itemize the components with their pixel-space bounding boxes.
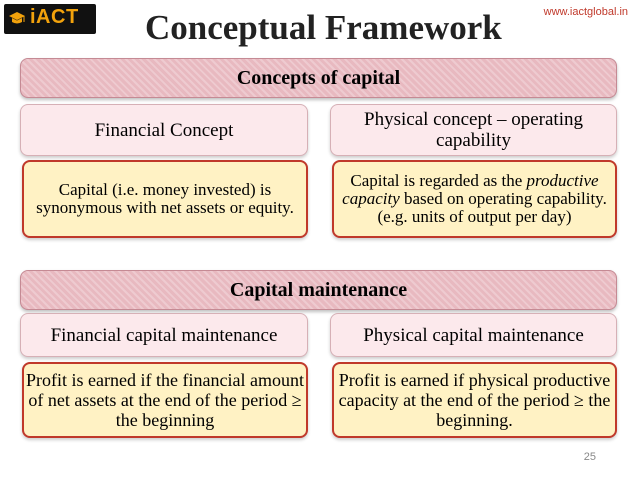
physical-capital-maintenance-title: Physical capital maintenance <box>363 324 584 346</box>
financial-maintenance-description <box>22 362 308 438</box>
physical-concept-title: Physical concept – operating capability <box>364 109 583 151</box>
page-title: Conceptual Framework <box>145 8 502 47</box>
website-url[interactable]: www.iactglobal.in <box>543 6 628 18</box>
physical-capital-maintenance-box <box>330 313 617 357</box>
financial-concept-text: Capital (i.e. money invested) is synonymous with net assets or equity. <box>36 180 294 217</box>
physical-maintenance-text: Profit is earned if physical productive capacity at the end of the period ≥ the beginning. <box>338 370 611 430</box>
productive-capacity-emphasis: productive capacity <box>342 171 599 208</box>
physical-concept-text-pre: Capital is regarded as the <box>350 171 523 190</box>
page-number: 25 <box>583 451 596 463</box>
physical-maintenance-description <box>332 362 617 438</box>
financial-concept-title: Financial Concept <box>94 119 234 141</box>
physical-concept-text <box>334 172 615 226</box>
financial-capital-maintenance-title: Financial capital maintenance <box>50 324 278 346</box>
financial-capital-maintenance-box <box>20 313 308 357</box>
concepts-of-capital-heading: Concepts of capital <box>20 58 617 98</box>
logo-text: iACT <box>30 6 79 28</box>
capital-maintenance-heading: Capital maintenance <box>20 270 617 310</box>
financial-concept-box <box>20 104 308 156</box>
financial-concept-description <box>22 160 308 238</box>
physical-concept-box <box>330 104 617 156</box>
financial-maintenance-text: Profit is earned if the financial amount of net assets at the end of the period ≥ the beginning <box>26 370 304 430</box>
physical-concept-text-post: based on operating capability. (e.g. units of output per day) <box>377 189 607 226</box>
graduation-cap-icon <box>8 10 26 28</box>
logo <box>4 4 96 34</box>
physical-concept-description <box>332 160 617 238</box>
